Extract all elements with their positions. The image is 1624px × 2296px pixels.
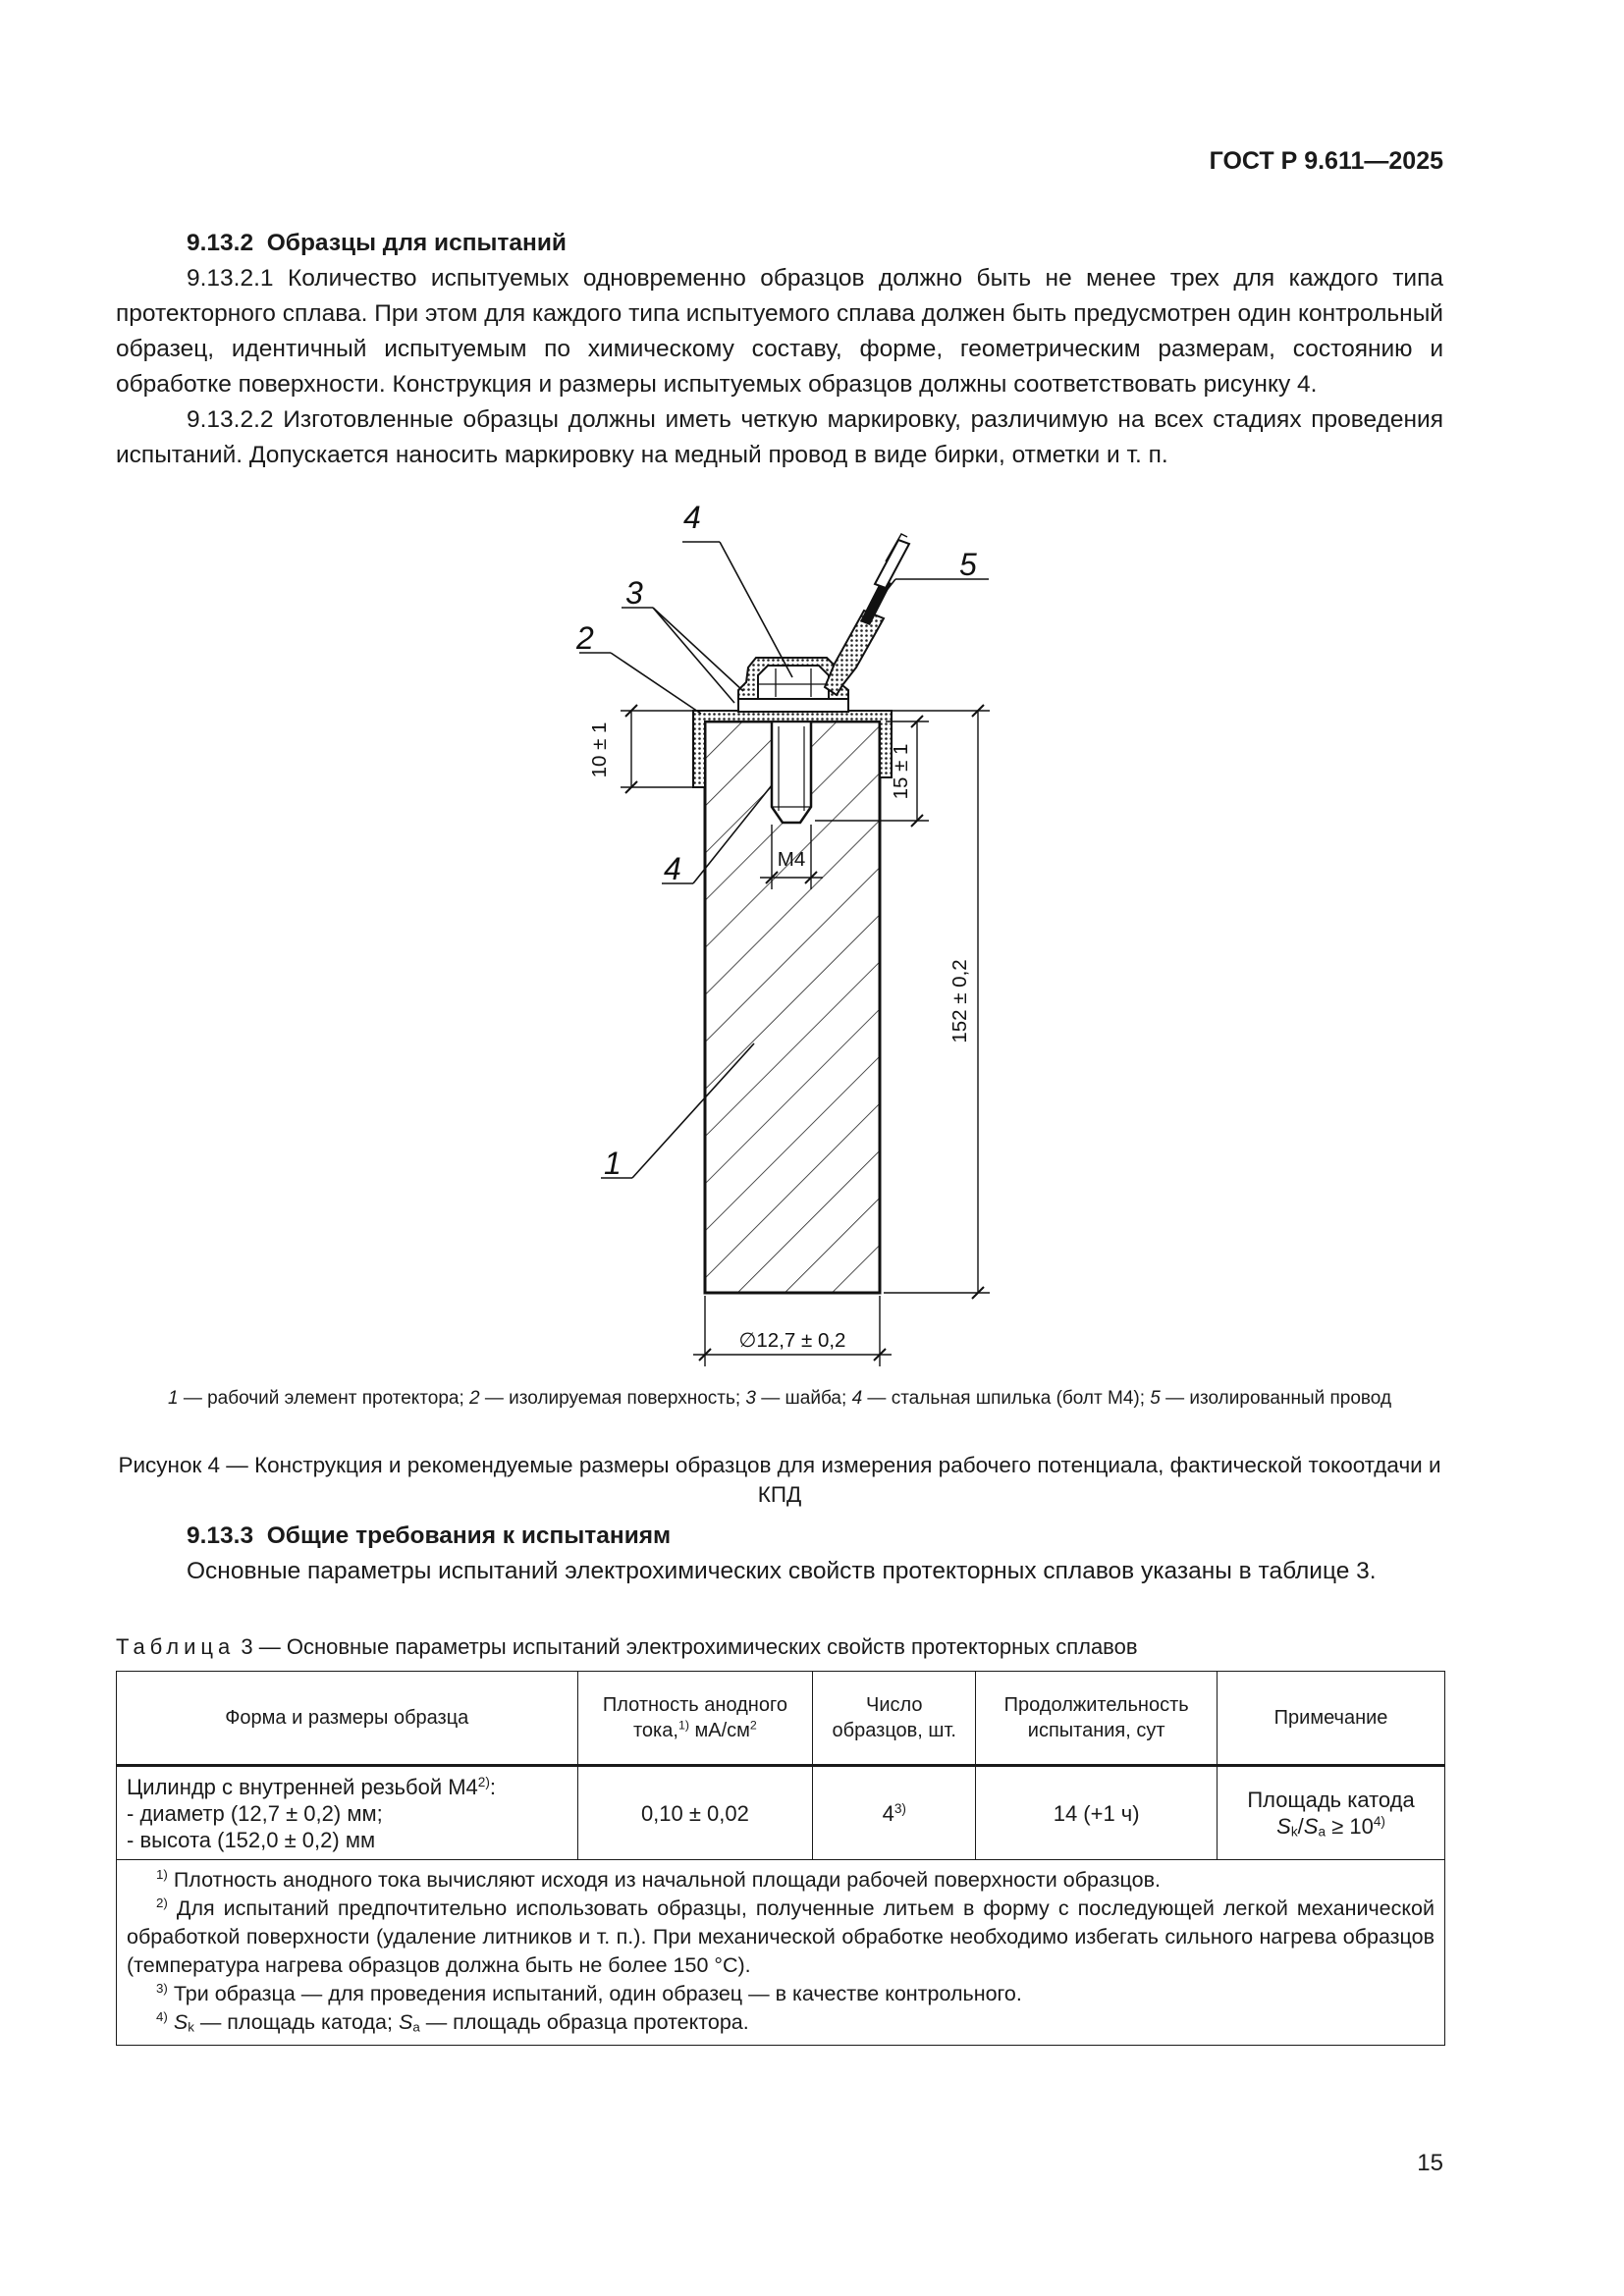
paragraph-9-13-3: Основные параметры испытаний электрохимических свойств протекторных сплавов указаны в таблице 3. bbox=[187, 1558, 1377, 1584]
footnote-1: $^{1)}$ Плотность анодного тока вычисляют исходя из начальной площади рабочей поверхности образцов. bbox=[156, 1867, 1161, 1892]
legend-item-3: 3 — шайба; bbox=[745, 1388, 852, 1409]
table-row bbox=[117, 1766, 1445, 1860]
table-title bbox=[116, 1634, 1138, 1660]
dim-m4: M4 bbox=[777, 848, 806, 871]
callout-3: 3 bbox=[625, 575, 643, 611]
cell-note: Площадь катода $S_k/S_a \ge 10^{4)}$ bbox=[1218, 1766, 1445, 1860]
header-shape: Форма и размеры образца bbox=[117, 1672, 578, 1766]
cell-count: 4$^{3)}$ bbox=[813, 1766, 976, 1860]
insulated-wire bbox=[825, 534, 909, 695]
figure-caption: Рисунок 4 — Конструкция и рекомендуемые размеры образцов для измерения рабочего потенциала, фактической токоотдачи и КПД bbox=[118, 1453, 1441, 1507]
section-9-13-3 bbox=[116, 1519, 1443, 1589]
figure-legend bbox=[116, 1385, 1443, 1413]
legend-item-1: 1 — рабочий элемент протектора; bbox=[167, 1388, 470, 1409]
footnote-4: $^{4)}$ $S_k$ — площадь катода; $S_a$ — площадь образца протектора. bbox=[156, 2009, 749, 2035]
table-header-row bbox=[117, 1672, 1445, 1766]
dim-diameter: ∅12,7 ± 0,2 bbox=[738, 1329, 846, 1352]
heading-text: Образцы для испытаний bbox=[266, 230, 567, 256]
table-footnotes bbox=[117, 1860, 1445, 2046]
paragraph-9-13-2-2: 9.13.2.2 Изготовленные образцы должны иметь четкую маркировку, различимую на всех стадиях проведения испытаний. Допускается наносить маркировку на медный провод в виде бирки, отметки и т. п. bbox=[116, 406, 1443, 468]
callout-1: 1 bbox=[604, 1146, 622, 1181]
section-heading bbox=[116, 1519, 1443, 1554]
legend-item-4: 4 — стальная шпилька (болт М4); bbox=[851, 1388, 1151, 1409]
legend-item-5: 5 — изолированный провод bbox=[1150, 1388, 1392, 1409]
document-id: ГОСТ Р 9.611—2025 bbox=[1209, 147, 1443, 175]
heading-text: Общие требования к испытаниям bbox=[266, 1522, 672, 1549]
table-footnotes-row bbox=[117, 1860, 1445, 2046]
heading-number: 9.13.3 bbox=[187, 1522, 254, 1549]
paragraph-9-13-2-1: 9.13.2.1 Количество испытуемых одновременно образцов должно быть не менее трех для каждого типа протекторного сплава. При этом для каждого типа испытуемого сплава должен быть предусмотрен один контрольный образец, идентичный испытуемым по химическому составу, форме, геометрическим размерам, состоянию и обработке поверхности. Конструкция и размеры испытуемых образцов должны соответствовать рисунку 4. bbox=[116, 265, 1443, 398]
dim-10: 10 ± 1 bbox=[588, 721, 611, 778]
header-note: Примечание bbox=[1218, 1672, 1445, 1766]
callout-5: 5 bbox=[959, 547, 977, 582]
cell-duration: 14 (+1 ч) bbox=[976, 1766, 1218, 1860]
callout-2: 2 bbox=[576, 620, 594, 656]
dim-152: 152 ± 0,2 bbox=[948, 959, 971, 1043]
heading-number: 9.13.2 bbox=[187, 230, 254, 256]
callout-4-top: 4 bbox=[683, 500, 701, 535]
table-label: Таблица bbox=[116, 1634, 236, 1659]
header-count: Число образцов, шт. bbox=[813, 1672, 976, 1766]
protector-element bbox=[705, 721, 880, 1293]
table-3 bbox=[116, 1671, 1445, 2046]
dim-15: 15 ± 1 bbox=[890, 743, 912, 800]
footnote-3: $^{3)}$ Три образца — для проведения испытаний, один образец — в качестве контрольного. bbox=[156, 1981, 1022, 2005]
header-density: Плотность анодного тока,$^{1)}$ $мА/см^2$ bbox=[577, 1672, 813, 1766]
table-title-text: 3 — Основные параметры испытаний электрохимических свойств протекторных сплавов bbox=[235, 1634, 1138, 1659]
legend-item-2: 2 — изолируемая поверхность; bbox=[469, 1388, 746, 1409]
callout-4-side: 4 bbox=[664, 851, 681, 886]
page-number: 15 bbox=[1417, 2150, 1443, 2176]
cell-shape: Цилиндр с внутренней резьбой М4$^{2)}$: - диаметр (12,7 ± 0,2) мм; - высота (152,0 ± 0,2) мм bbox=[117, 1766, 578, 1860]
footnote-2: $^{2)}$ Для испытаний предпочтительно использовать образцы, полученные литьем в форму с последующей легкой механической обработкой поверхности (удаление литников и т. п.). При механической обработке необходимо избегать сильного нагрева образцов (температура нагрева образцов должна быть не более 150 °С). bbox=[127, 1896, 1435, 1977]
cell-density: 0,10 ± 0,02 bbox=[577, 1766, 813, 1860]
header-duration: Продолжительность испытания, сут bbox=[976, 1672, 1218, 1766]
